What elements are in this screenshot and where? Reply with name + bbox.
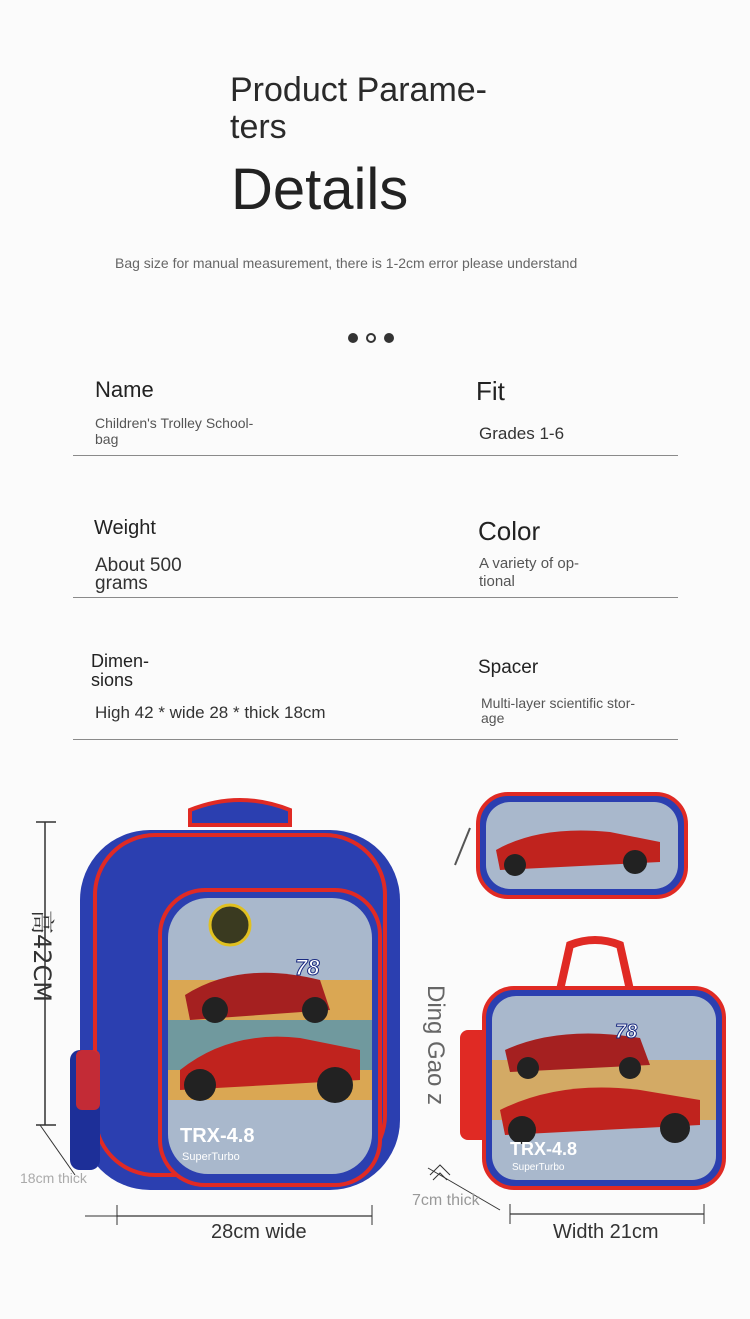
weight-value-line-1: About 500 [95,555,182,576]
height-label: 高42CM [28,910,56,1003]
thick-label: 18cm thick [20,1170,87,1186]
divider [73,739,678,740]
wide-label: 28cm wide [211,1221,307,1243]
car-subtitle: SuperTurbo [182,1151,240,1163]
dimensions-value: High 42 * wide 28 * thick 18cm [95,703,326,722]
weight-value-line-2: grams [95,573,148,594]
lunch-car-model: TRX-4.8 [510,1139,578,1159]
pencil-case-image [455,794,686,897]
title-line-1: Product Parame- [230,71,487,109]
color-value-line-1: A variety of op- [479,555,580,572]
spacer-value [481,696,635,726]
name-label: Name [95,377,154,402]
lunch-thick-label: 7cm thick [412,1192,480,1209]
fit-label: Fit [476,376,505,406]
weight-value [95,557,182,593]
fit-value: Grades 1-6 [479,424,565,443]
divider [73,597,678,598]
car-number: 78 [295,955,320,980]
spacer-value-line-1: Multi-layer scientific stor- [481,695,636,711]
lunch-car-subtitle: SuperTurbo [512,1162,565,1173]
measurement-note: Bag size for manual measurement, there is 1-2cm error please understand [115,255,578,271]
spacer-label: Spacer [478,657,539,678]
thickness-line [40,1125,75,1175]
lunch-bag-image [460,940,724,1188]
color-value [479,555,579,591]
dimensions-label-line-1: Dimen- [91,651,150,671]
vertical-label: Ding Gao z [422,985,449,1106]
color-value-line-2: tional [479,573,515,590]
dot-outline [366,333,376,343]
lunch-width-label: Width 21cm [553,1221,659,1243]
car-model: TRX-4.8 [180,1125,255,1147]
name-value-line-2: bag [95,431,119,447]
dot-filled [384,333,394,343]
color-label: Color [478,516,541,546]
details-heading: Details [231,157,409,222]
title-line-2: ters [230,108,287,146]
lunch-car-number: 78 [615,1021,638,1043]
dimensions-label-line-2: sions [91,670,134,690]
weight-label: Weight [94,517,156,539]
page-title [230,72,530,146]
decorative-dots [348,333,394,343]
spacer-value-line-2: age [481,710,505,726]
name-value [95,415,253,447]
divider [73,455,678,456]
dot-filled [348,333,358,343]
dimensions-label [91,652,149,690]
name-value-line-1: Children's Trolley School- [95,415,254,431]
